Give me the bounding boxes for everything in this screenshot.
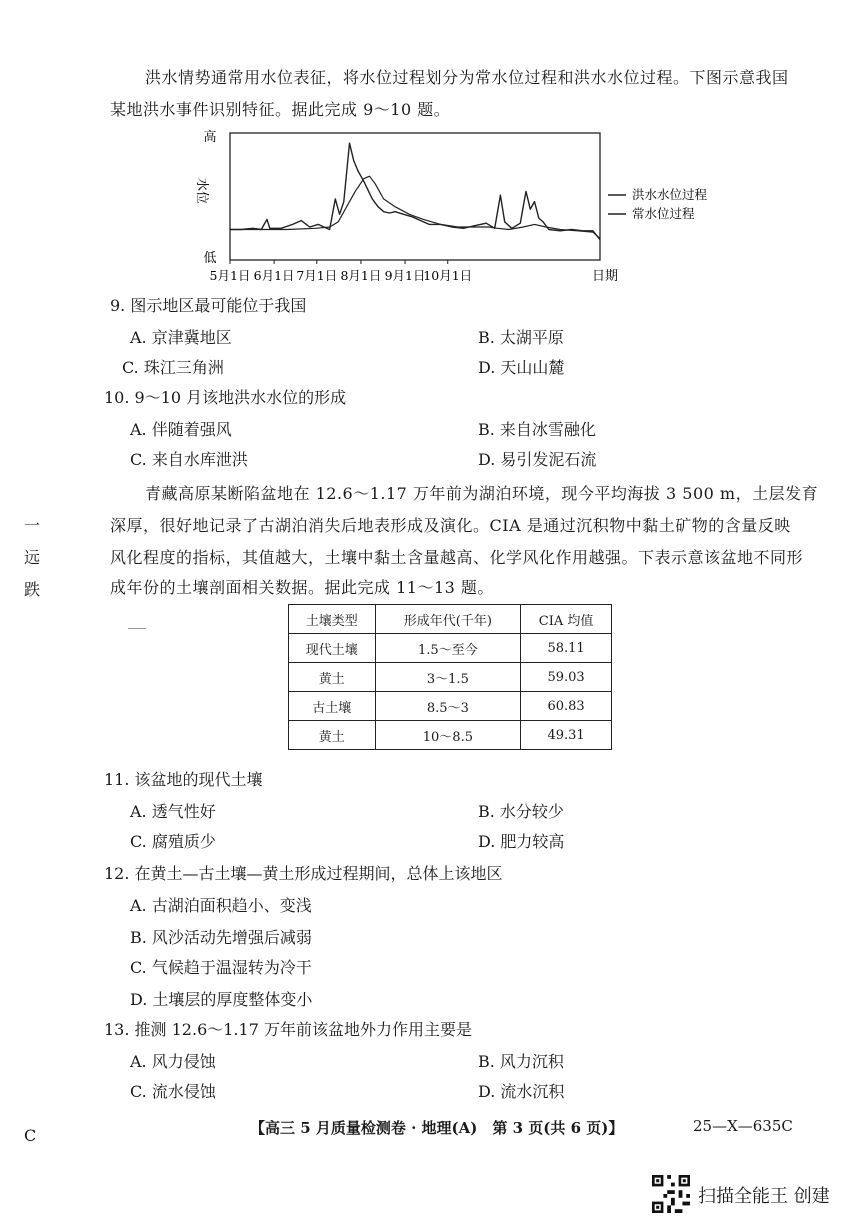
intro-line-1: 洪水情势通常用水位表征，将水位过程划分为常水位过程和洪水水位过程。下图示意我国 (145, 68, 789, 87)
margin-char-2: 远 (24, 548, 41, 567)
table-cell: 49.31 (521, 721, 612, 750)
q10-option-c: C. 来自水库泄洪 (130, 450, 248, 469)
q12-stem: 12. 在黄土—古土壤—黄土形成过程期间，总体上该地区 (104, 864, 503, 883)
q12-option-b: B. 风沙活动先增强后减弱 (130, 928, 312, 947)
table-cell: 黄土 (289, 663, 376, 692)
footer-title: 【高三 5 月质量检测卷 · 地理(A) 第 3 页(共 6 页)】 (250, 1119, 624, 1137)
table-row (289, 663, 612, 692)
water-level-chart (180, 125, 740, 290)
footer-code: 25—X—635C (693, 1117, 793, 1135)
margin-char-3: 跌 (24, 580, 41, 599)
table-cell: 58.11 (521, 634, 612, 663)
table-row (289, 634, 612, 663)
q11-option-d: D. 肥力较高 (478, 832, 565, 851)
scanner-watermark: 扫描全能王 创建 (698, 1186, 830, 1207)
chart-legend (608, 187, 708, 221)
q13-option-b: B. 风力沉积 (478, 1052, 564, 1071)
series-flood-line (230, 143, 600, 240)
q10-option-d: D. 易引发泥石流 (478, 450, 597, 469)
q12-option-d: D. 土壤层的厚度整体变小 (130, 990, 313, 1009)
table-cell: 59.03 (521, 663, 612, 692)
x-axis-label: 日期 (592, 269, 619, 284)
margin-char-1: 一 (24, 516, 41, 535)
chart-ticks (210, 260, 473, 283)
soil-table (288, 604, 612, 750)
legend-flood-label: 洪水水位过程 (632, 187, 708, 202)
table-cell: 8.5～3 (375, 692, 521, 721)
x-tick-label: 6月1日 (253, 268, 295, 283)
q12-option-c: C. 气候趋于温湿转为冷干 (130, 958, 312, 977)
x-tick-label: 5月1日 (209, 268, 251, 283)
x-tick-label: 10月1日 (423, 268, 473, 283)
q13-stem: 13. 推测 12.6～1.17 万年前该盆地外力作用主要是 (104, 1020, 472, 1039)
q9-option-b: B. 太湖平原 (478, 328, 564, 347)
q11-option-b: B. 水分较少 (478, 802, 564, 821)
q11-option-c: C. 腐殖质少 (130, 832, 216, 851)
table-cell: 10～8.5 (375, 721, 521, 750)
q10-stem: 10. 9～10 月该地洪水水位的形成 (104, 388, 347, 407)
q13-option-c: C. 流水侵蚀 (130, 1082, 216, 1101)
table-row (289, 692, 612, 721)
q9-option-d: D. 天山山麓 (478, 358, 565, 377)
q12-option-a: A. 古湖泊面积趋小、变浅 (130, 896, 312, 915)
q11-option-a: A. 透气性好 (130, 802, 216, 821)
y-axis-label: 水位 (194, 177, 209, 205)
chart-axes (230, 133, 600, 260)
chart-lines (230, 143, 600, 240)
stray-mark (128, 628, 146, 629)
q9-stem: 9. 图示地区最可能位于我国 (110, 296, 307, 315)
q10-option-b: B. 来自冰雪融化 (478, 420, 596, 439)
table-cell: 黄土 (289, 721, 376, 750)
table-cell: 古土壤 (289, 692, 376, 721)
table-cell: 现代土壤 (289, 634, 376, 663)
table-cell: 60.83 (521, 692, 612, 721)
footer-left-mark: C (24, 1126, 37, 1145)
legend-normal-label: 常水位过程 (632, 206, 695, 221)
intro2-line-3: 风化程度的指标，其值越大，土壤中黏土含量越高、化学风化作用越强。下表示意该盆地不同形 (110, 548, 804, 567)
table-header: CIA 均值 (521, 605, 612, 634)
intro2-line-4: 成年份的土壤剖面相关数据。据此完成 11～13 题。 (110, 578, 494, 597)
qr-code-icon (652, 1175, 690, 1213)
q13-option-a: A. 风力侵蚀 (130, 1052, 216, 1071)
x-tick-label: 9月1日 (384, 268, 426, 283)
q13-option-d: D. 流水沉积 (478, 1082, 565, 1101)
y-axis-high-label: 高 (203, 130, 217, 145)
q9-option-a: A. 京津冀地区 (130, 328, 232, 347)
table-cell: 3～1.5 (375, 663, 521, 692)
intro2-line-2: 深厚，很好地记录了古湖泊消失后地表形成及演化。CIA 是通过沉积物中黏土矿物的含量反映 (110, 516, 791, 535)
table-row (289, 721, 612, 750)
x-tick-label: 7月1日 (296, 268, 338, 283)
q11-stem: 11. 该盆地的现代土壤 (104, 770, 263, 789)
table-header-row (289, 605, 612, 634)
plot-frame (230, 133, 600, 260)
intro2-line-1: 青藏高原某断陷盆地在 12.6～1.17 万年前为湖泊环境，现今平均海拔 3 500 m，土层发育 (145, 484, 819, 503)
table-header: 形成年代(千年) (375, 605, 521, 634)
q9-option-c: C. 珠江三角洲 (122, 358, 224, 377)
y-axis-low-label: 低 (203, 251, 217, 266)
intro-line-2: 某地洪水事件识别特征。据此完成 9～10 题。 (110, 100, 451, 119)
x-tick-label: 8月1日 (340, 268, 382, 283)
q10-option-a: A. 伴随着强风 (130, 420, 232, 439)
table-cell: 1.5～至今 (375, 634, 521, 663)
series-normal-line (230, 176, 600, 238)
table-header: 土壤类型 (289, 605, 376, 634)
